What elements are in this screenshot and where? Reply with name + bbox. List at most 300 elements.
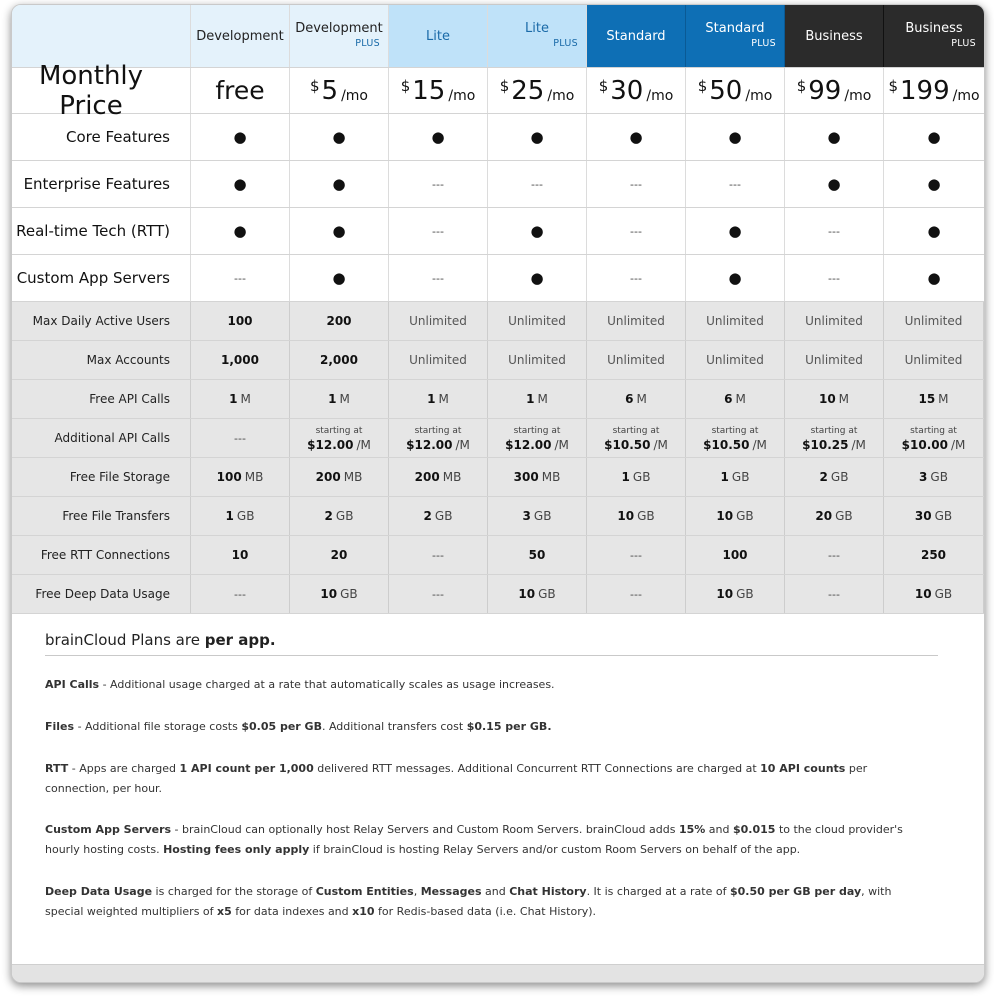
price-cell	[884, 68, 984, 113]
rate-line	[505, 438, 569, 452]
limit-cell	[191, 536, 290, 574]
rate-value: $10.25	[802, 438, 849, 452]
limit-cell	[686, 458, 785, 496]
note-text: . Additional transfers cost	[321, 720, 467, 733]
limit-cell	[686, 380, 785, 418]
feature-row	[12, 255, 984, 302]
note-emphasis: $0.015	[733, 823, 776, 836]
included-dot-icon: ●	[927, 175, 941, 193]
note-emphasis: x10	[352, 905, 375, 918]
limit-cell	[290, 458, 389, 496]
row-label-text: Free File Storage	[69, 470, 170, 484]
note-paragraph	[45, 820, 925, 860]
included-dot-icon: ●	[927, 222, 941, 240]
limit-unit: M	[938, 392, 949, 406]
limit-value: 10	[818, 392, 836, 406]
included-dot-icon: ●	[233, 222, 247, 240]
limit-row	[12, 341, 984, 380]
feature-cell	[488, 161, 587, 207]
limit-text: Unlimited	[607, 353, 665, 367]
limit-unit: GB	[533, 509, 552, 523]
note-emphasis: 15%	[678, 823, 706, 836]
limit-cell	[488, 497, 587, 535]
rate-unit: /M	[950, 438, 966, 452]
not-included-dash: ---	[234, 271, 246, 285]
plan-name: Business	[905, 21, 963, 36]
limit-value: 6	[625, 392, 634, 406]
limit-unit: M	[339, 392, 350, 406]
limit-cell	[686, 497, 785, 535]
limit-unit: GB	[736, 587, 754, 601]
note-emphasis: Custom App Servers	[45, 823, 172, 836]
limit-cell	[587, 458, 686, 496]
note-paragraph	[45, 717, 925, 737]
note-emphasis: Files	[45, 720, 75, 733]
limit-value: 10	[716, 509, 734, 523]
not-included-dash: ---	[828, 271, 840, 285]
included-dot-icon: ●	[332, 175, 346, 193]
not-included-dash: ---	[729, 177, 741, 191]
limit-cell	[785, 458, 884, 496]
limit-cell	[785, 302, 884, 340]
limit-value: 20	[815, 509, 833, 523]
limit-value: 1	[526, 392, 535, 406]
note-emphasis: $0.50 per GB per day	[729, 885, 862, 898]
rate-value: $12.00	[307, 438, 354, 452]
note-text: and	[705, 823, 733, 836]
limit-text: Unlimited	[805, 314, 863, 328]
plan-header-development[interactable]	[191, 5, 290, 67]
limit-cell	[389, 575, 488, 613]
row-label-text: Max Accounts	[86, 353, 170, 367]
card-footer	[12, 964, 984, 983]
row-label-text: Core Features	[66, 128, 170, 146]
limit-value: 2	[324, 509, 333, 523]
plan-header-development-plus[interactable]	[290, 5, 389, 67]
included-dot-icon: ●	[530, 222, 544, 240]
rate-value: $10.00	[901, 438, 948, 452]
limit-value: 1,000	[221, 353, 259, 367]
price-per: /mo	[448, 87, 476, 104]
limit-text: Unlimited	[706, 314, 764, 328]
plan-name: Development	[196, 28, 284, 44]
limit-cell	[488, 536, 587, 574]
pricing-table	[12, 5, 984, 614]
included-dot-icon: ●	[233, 128, 247, 146]
feature-cell	[686, 114, 785, 160]
row-label-text: Max Daily Active Users	[32, 314, 170, 328]
plan-plus-tag: PLUS	[751, 38, 776, 49]
limit-value: 10	[914, 587, 932, 601]
note-emphasis: Deep Data Usage	[45, 885, 153, 898]
limit-unit: MB	[541, 470, 561, 484]
limit-cell	[389, 419, 488, 457]
included-dot-icon: ●	[530, 128, 544, 146]
limit-cell	[785, 536, 884, 574]
price-per: /mo	[745, 87, 773, 104]
limit-unit: GB	[930, 470, 948, 484]
price-currency: $	[309, 77, 320, 95]
row-label	[12, 208, 191, 254]
limit-cell	[587, 380, 686, 418]
limit-cell	[587, 497, 686, 535]
limit-value: 3	[522, 509, 531, 523]
limit-cell	[191, 302, 290, 340]
plan-header-lite-plus[interactable]	[488, 5, 587, 67]
limit-row	[12, 575, 984, 614]
rate-value: $12.00	[505, 438, 552, 452]
rate-line	[604, 438, 668, 452]
plan-header-business[interactable]	[785, 5, 884, 67]
limit-cell	[191, 380, 290, 418]
limit-cell	[884, 536, 984, 574]
included-dot-icon: ●	[629, 128, 643, 146]
starting-at-label: starting at	[612, 426, 660, 436]
rate-unit: /M	[554, 438, 569, 452]
row-label-text: Free File Transfers	[62, 509, 170, 523]
limit-text: Unlimited	[508, 314, 566, 328]
limit-cell	[587, 341, 686, 379]
note-emphasis: API Calls	[45, 678, 100, 691]
row-label-text: Free RTT Connections	[40, 548, 170, 562]
price-amount: 5	[321, 75, 339, 106]
price-cell	[488, 68, 587, 113]
limit-value: 50	[528, 548, 546, 562]
feature-cell	[785, 255, 884, 301]
starting-at-label: starting at	[910, 426, 957, 436]
rate-unit: /M	[455, 438, 470, 452]
rate-line	[406, 438, 470, 452]
limit-cell	[884, 341, 984, 379]
limit-text: Unlimited	[805, 353, 863, 367]
plan-header-standard[interactable]	[587, 5, 686, 67]
feature-cell	[290, 208, 389, 254]
limit-cell	[884, 575, 984, 613]
price-currency: $	[888, 77, 898, 95]
price-cell	[686, 68, 785, 113]
not-included-dash: ---	[828, 224, 840, 238]
limit-cell	[587, 419, 686, 457]
price-free: free	[215, 76, 265, 105]
note-emphasis: 1 API count per 1,000	[179, 762, 314, 775]
included-dot-icon: ●	[827, 128, 841, 146]
limit-cell	[686, 341, 785, 379]
limit-cell	[686, 575, 785, 613]
limit-value: 1	[225, 509, 234, 523]
feature-cell	[191, 161, 290, 207]
not-included-dash: ---	[432, 548, 444, 562]
included-dot-icon: ●	[431, 128, 445, 146]
feature-cell	[191, 208, 290, 254]
feature-cell	[587, 114, 686, 160]
included-dot-icon: ●	[927, 128, 941, 146]
limit-unit: GB	[934, 587, 953, 601]
price-cell	[191, 68, 290, 113]
limit-cell	[290, 575, 389, 613]
limit-row	[12, 458, 984, 497]
feature-cell	[884, 161, 984, 207]
limit-cell	[488, 575, 587, 613]
note-text: if brainCloud is hosting Relay Servers and/or custom Room Servers on behalf of the app.	[309, 843, 801, 856]
starting-at-label: starting at	[810, 426, 858, 436]
limit-unit: GB	[830, 470, 849, 484]
limit-cell	[389, 458, 488, 496]
limit-unit: GB	[736, 509, 754, 523]
not-included-dash: ---	[630, 224, 642, 238]
row-label	[12, 302, 191, 340]
note-emphasis: Custom Entities	[315, 885, 414, 898]
feature-cell	[389, 161, 488, 207]
feature-cell	[290, 255, 389, 301]
limit-cell	[785, 419, 884, 457]
limit-value: 100	[722, 548, 748, 562]
note-paragraph	[45, 882, 925, 922]
rate-line	[703, 438, 767, 452]
limit-cell	[884, 419, 984, 457]
row-label-text: Real-time Tech (RTT)	[16, 222, 170, 240]
rate-value: $10.50	[604, 438, 651, 452]
limit-cell	[884, 380, 984, 418]
limit-unit: MB	[442, 470, 462, 484]
limit-value: 2	[423, 509, 432, 523]
plan-header-row	[12, 5, 984, 68]
price-amount: 30	[610, 75, 644, 106]
limit-value: 30	[914, 509, 932, 523]
limit-cell	[785, 497, 884, 535]
feature-cell	[785, 161, 884, 207]
limit-unit: GB	[434, 509, 453, 523]
limit-value: 200	[326, 314, 352, 328]
row-label	[12, 255, 191, 301]
limit-value: 2,000	[320, 353, 358, 367]
feature-cell	[587, 255, 686, 301]
note-text: - Additional file storage costs	[74, 720, 242, 733]
row-label-text: Enterprise Features	[23, 175, 170, 193]
note-text: for Redis-based data (i.e. Chat History).	[374, 905, 597, 918]
not-included-dash: ---	[432, 271, 444, 285]
note-text: is charged for the storage of	[152, 885, 316, 898]
limit-cell	[686, 302, 785, 340]
feature-cell	[488, 114, 587, 160]
row-label	[12, 419, 191, 457]
note-text: - Apps are charged	[68, 762, 180, 775]
limit-text: Unlimited	[409, 314, 467, 328]
limit-cell	[290, 419, 389, 457]
notes-heading-prefix: brainCloud Plans are	[45, 631, 205, 649]
limit-text: Unlimited	[904, 314, 963, 328]
feature-cell	[389, 208, 488, 254]
not-included-dash: ---	[630, 177, 642, 191]
limit-cell	[389, 497, 488, 535]
limit-value: 1	[720, 470, 729, 484]
not-included-dash: ---	[432, 587, 444, 601]
limit-value: 3	[919, 470, 928, 484]
limit-value: 10	[617, 509, 635, 523]
feature-cell	[884, 114, 984, 160]
note-emphasis: $0.15 per GB.	[466, 720, 552, 733]
limit-cell	[389, 341, 488, 379]
note-emphasis: Chat History	[509, 885, 587, 898]
not-included-dash: ---	[531, 177, 543, 191]
limit-value: 10	[518, 587, 536, 601]
pricing-card	[11, 4, 985, 983]
note-paragraph	[45, 759, 925, 799]
limit-text: Unlimited	[904, 353, 963, 367]
limit-value: 100	[216, 470, 242, 484]
limit-cell	[686, 536, 785, 574]
price-cell	[785, 68, 884, 113]
not-included-dash: ---	[432, 177, 444, 191]
limit-value: 1	[427, 392, 436, 406]
plan-header-standard-plus[interactable]	[686, 5, 785, 67]
note-emphasis: x5	[217, 905, 232, 918]
price-amount: 25	[511, 75, 545, 106]
price-amount: 199	[899, 75, 950, 106]
feature-cell	[389, 114, 488, 160]
rate-line	[307, 438, 371, 452]
included-dot-icon: ●	[728, 128, 742, 146]
feature-cell	[587, 208, 686, 254]
not-included-dash: ---	[234, 587, 246, 601]
feature-row	[12, 114, 984, 161]
included-dot-icon: ●	[332, 222, 346, 240]
limit-cell	[488, 341, 587, 379]
plan-header-lite[interactable]	[389, 5, 488, 67]
feature-cell	[785, 114, 884, 160]
limit-value: 200	[315, 470, 341, 484]
row-label	[12, 380, 191, 418]
limit-cell	[686, 419, 785, 457]
plan-header-business-plus[interactable]	[884, 5, 984, 67]
note-text: ,	[413, 885, 421, 898]
price-cell	[389, 68, 488, 113]
not-included-dash: ---	[630, 587, 642, 601]
plan-plus-tag: PLUS	[553, 38, 578, 49]
row-label	[12, 60, 191, 121]
starting-at-label: starting at	[513, 426, 561, 436]
row-label	[12, 341, 191, 379]
limit-row	[12, 497, 984, 536]
price-currency: $	[598, 77, 609, 95]
header-corner	[12, 5, 191, 67]
row-label	[12, 536, 191, 574]
note-text: . It is charged at a rate of	[586, 885, 730, 898]
limit-cell	[290, 341, 389, 379]
note-text: delivered RTT messages. Additional Concurrent RTT Connections are charged at	[313, 762, 761, 775]
plan-plus-tag: PLUS	[355, 38, 380, 49]
limit-unit: MB	[244, 470, 264, 484]
limit-value: 250	[920, 548, 947, 562]
limit-cell	[587, 536, 686, 574]
feature-cell	[389, 255, 488, 301]
row-label-text: Additional API Calls	[54, 431, 170, 445]
feature-cell	[191, 114, 290, 160]
row-label-text: Custom App Servers	[16, 269, 170, 287]
feature-cell	[290, 161, 389, 207]
limit-cell	[389, 302, 488, 340]
starting-at-label: starting at	[711, 426, 759, 436]
limit-value: 20	[330, 548, 348, 562]
included-dot-icon: ●	[927, 269, 941, 287]
row-label-text: Free Deep Data Usage	[35, 587, 170, 601]
row-label	[12, 114, 191, 160]
note-paragraph	[45, 675, 925, 695]
limit-unit: M	[240, 392, 251, 406]
limit-unit: M	[537, 392, 548, 406]
price-per: /mo	[844, 87, 872, 104]
feature-cell	[884, 255, 984, 301]
limit-unit: GB	[538, 587, 556, 601]
note-text: per connection, per hour.	[45, 762, 868, 795]
limit-cell	[191, 497, 290, 535]
limit-value: 2	[819, 470, 828, 484]
rate-unit: /M	[356, 438, 371, 452]
limit-value: 200	[414, 470, 440, 484]
limit-row	[12, 419, 984, 458]
note-emphasis: Messages	[420, 885, 482, 898]
limit-cell	[785, 575, 884, 613]
feature-cell	[488, 255, 587, 301]
limit-cell	[290, 302, 389, 340]
price-currency: $	[499, 77, 510, 95]
price-row	[12, 60, 984, 121]
limit-unit: M	[735, 392, 746, 406]
limit-cell	[488, 302, 587, 340]
limit-unit: GB	[335, 509, 354, 523]
note-emphasis: $0.05 per GB	[241, 720, 322, 733]
rate-line	[802, 438, 866, 452]
feature-cell	[785, 208, 884, 254]
feature-row	[12, 161, 984, 208]
not-included-dash: ---	[630, 271, 642, 285]
feature-cell	[488, 208, 587, 254]
limit-value: 300	[513, 470, 539, 484]
note-emphasis: RTT	[45, 762, 69, 775]
limit-unit: GB	[236, 509, 255, 523]
limit-value: 6	[724, 392, 733, 406]
plan-name: Development	[295, 21, 383, 36]
limit-text: Unlimited	[607, 314, 665, 328]
note-text: to the cloud provider's hourly hosting costs.	[45, 823, 903, 856]
row-label	[12, 575, 191, 613]
included-dot-icon: ●	[728, 269, 742, 287]
feature-cell	[191, 255, 290, 301]
limit-cell	[290, 497, 389, 535]
rate-line	[902, 438, 966, 452]
limit-value: 100	[227, 314, 253, 328]
limit-row	[12, 302, 984, 341]
notes-heading-bold: per app.	[204, 631, 276, 649]
note-text: - Additional usage charged at a rate that automatically scales as usage increases.	[99, 678, 555, 691]
row-label-text: Free API Calls	[89, 392, 170, 406]
included-dot-icon: ●	[332, 269, 346, 287]
note-text: , with special weighted multipliers of	[45, 885, 892, 918]
included-dot-icon: ●	[233, 175, 247, 193]
limit-value: 10	[320, 587, 338, 601]
included-dot-icon: ●	[827, 175, 841, 193]
feature-cell	[884, 208, 984, 254]
limit-text: Unlimited	[706, 353, 764, 367]
feature-row	[12, 208, 984, 255]
feature-cell	[686, 208, 785, 254]
price-amount: 15	[412, 75, 446, 106]
price-amount: 50	[709, 75, 743, 106]
feature-cell	[290, 114, 389, 160]
row-label	[12, 161, 191, 207]
feature-cell	[686, 255, 785, 301]
limit-unit: GB	[934, 509, 953, 523]
not-included-dash: ---	[828, 587, 840, 601]
